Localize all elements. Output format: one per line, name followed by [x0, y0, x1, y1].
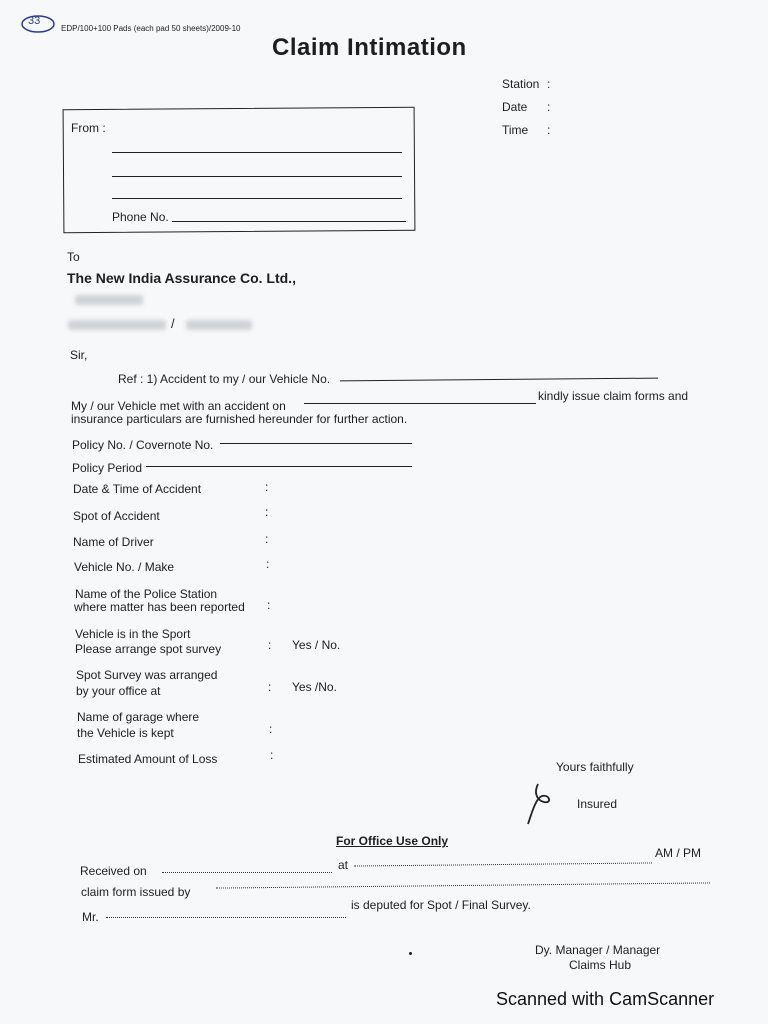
field-colon: : [267, 598, 271, 612]
from-line-2[interactable] [112, 176, 402, 177]
ref-text: Ref : 1) Accident to my / our Vehicle No. [118, 372, 331, 386]
small-dot [409, 952, 412, 955]
field-label: Vehicle No. / Make [74, 560, 175, 574]
redacted-address-3 [186, 320, 252, 330]
address-separator: / [171, 316, 175, 331]
deputed-text: is deputed for Spot / Final Survey. [351, 898, 531, 912]
field-colon: : [269, 722, 273, 736]
field-colon: : [268, 638, 272, 652]
field-label: Name of garage where [77, 710, 200, 724]
policy-no-line[interactable] [220, 443, 412, 444]
designation-line1: Dy. Manager / Manager [535, 943, 661, 957]
from-label: From : [71, 121, 106, 135]
time-colon: : [547, 123, 551, 137]
policy-no-label: Policy No. / Covernote No. [72, 438, 214, 452]
station-colon: : [547, 77, 551, 91]
field-label-cont: the Vehicle is kept [77, 726, 174, 740]
claim-form-issued-label: claim form issued by [81, 885, 191, 899]
am-pm-label: AM / PM [655, 846, 702, 860]
field-label: Spot of Accident [73, 509, 160, 523]
policy-period-label: Policy Period [72, 461, 143, 475]
field-label: Date & Time of Accident [73, 482, 202, 496]
field-label: Spot Survey was arranged [76, 668, 218, 682]
field-value: Yes /No. [292, 680, 337, 694]
para-line1-b: kindly issue claim forms and [538, 389, 689, 403]
insured-label: Insured [577, 797, 618, 811]
field-label: Name of Driver [73, 535, 154, 549]
phone-label: Phone No. [112, 210, 169, 224]
received-on-label: Received on [80, 864, 147, 878]
at-label: at [338, 858, 349, 872]
from-line-3[interactable] [112, 198, 402, 199]
form-code: EDP/100+100 Pads (each pad 50 sheets)/2009-10 [61, 24, 241, 33]
accident-date-line[interactable] [304, 403, 536, 404]
page-title: Claim Intimation [272, 34, 467, 61]
redacted-address-1 [75, 295, 143, 305]
vehicle-no-line[interactable] [340, 378, 658, 382]
field-colon: : [265, 480, 269, 494]
time-label: Time [502, 123, 529, 137]
signature-mark [524, 780, 558, 828]
office-use-heading: For Office Use Only [336, 834, 449, 848]
page-number: 33 [28, 15, 41, 27]
company-name: The New India Assurance Co. Ltd., [67, 270, 296, 286]
from-line-1[interactable] [112, 152, 402, 153]
received-on-line[interactable] [162, 872, 332, 873]
designation-line2: Claims Hub [569, 958, 632, 972]
field-label: Estimated Amount of Loss [78, 752, 218, 766]
redacted-address-2 [68, 320, 166, 330]
phone-line[interactable] [172, 221, 406, 222]
field-label-cont: Please arrange spot survey [75, 642, 222, 656]
field-label-cont: by your office at [76, 684, 161, 698]
field-colon: : [270, 748, 274, 762]
mr-name-line[interactable] [106, 917, 346, 918]
para-line2: insurance particulars are furnished hereunder for further action. [71, 412, 408, 426]
field-label: Vehicle is in the Sport [75, 627, 191, 641]
para-line1-a: My / our Vehicle met with an accident on [71, 399, 286, 413]
issued-by-line[interactable] [216, 882, 710, 888]
field-colon: : [266, 557, 270, 571]
field-value: Yes / No. [292, 638, 341, 652]
date-colon: : [547, 100, 551, 114]
field-label: Name of the Police Station [75, 587, 218, 601]
at-line[interactable] [354, 862, 652, 866]
mr-label: Mr. [82, 910, 99, 924]
to-label: To [67, 250, 80, 264]
salutation: Sir, [70, 348, 88, 362]
field-colon: : [265, 505, 269, 519]
field-label-cont: where matter has been reported [74, 600, 245, 614]
field-colon: : [265, 532, 269, 546]
field-colon: : [268, 680, 272, 694]
closing: Yours faithfully [556, 760, 634, 774]
date-label: Date [502, 100, 528, 114]
policy-period-line[interactable] [146, 466, 412, 467]
camscanner-watermark: Scanned with CamScanner [496, 989, 715, 1009]
station-label: Station [502, 77, 540, 91]
